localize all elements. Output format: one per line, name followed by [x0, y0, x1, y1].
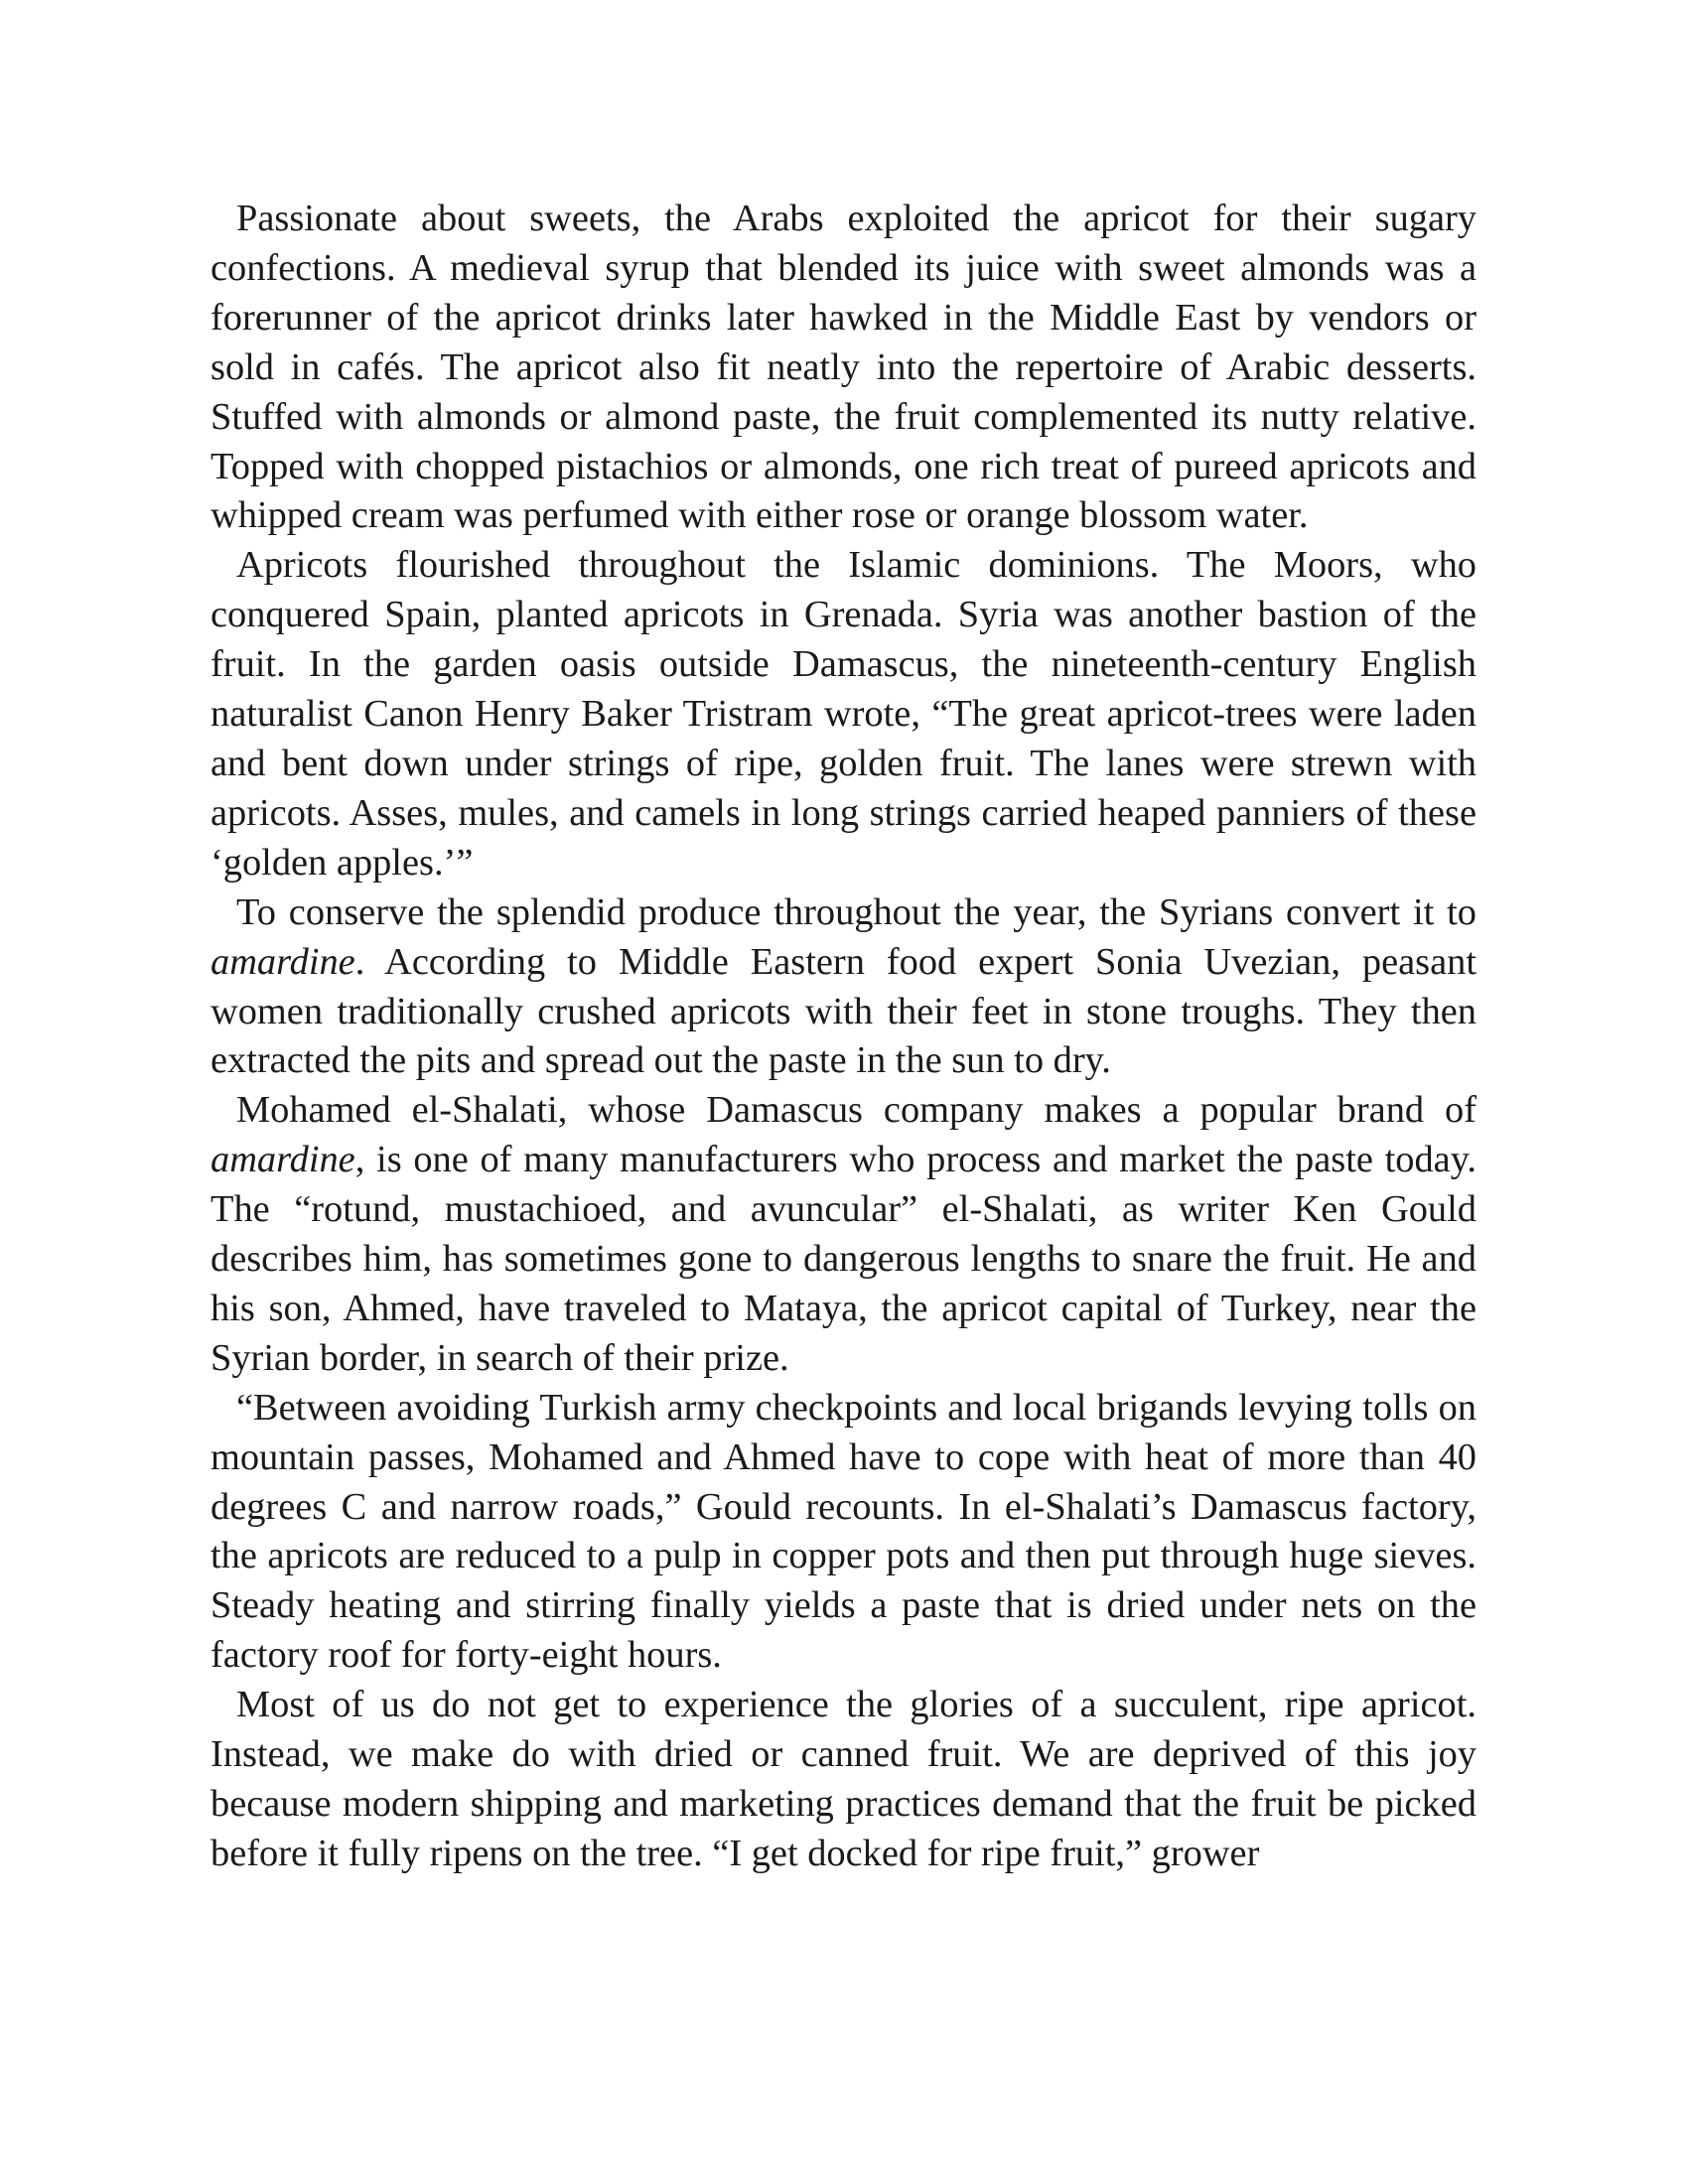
paragraph-text: To conserve the splendid produce throughout the year, the Syrians convert it to	[236, 890, 1477, 933]
paragraph-text: Mohamed el-Shalati, whose Damascus company makes a popular brand of	[236, 1089, 1477, 1132]
italic-term: amardine	[211, 1139, 355, 1181]
paragraph-6	[211, 1681, 1477, 1879]
paragraph-3	[211, 888, 1477, 1087]
paragraph-5	[211, 1384, 1477, 1681]
page-body	[211, 195, 1477, 1879]
paragraph-text: , is one of many manufacturers who process and market the paste today. The “rotund, mustachioed, and avuncular” el-Shalati, as writer Ken Gould describes him, has sometimes gone to dangerous lengths to snare the fruit. He and his son, Ahmed, have traveled to Mataya, the apricot capital of Turkey, near the Syrian border, in search of their prize.	[211, 1139, 1477, 1379]
paragraph-4	[211, 1086, 1477, 1383]
paragraph-text: “Between avoiding Turkish army checkpoints and local brigands levying tolls on mountain passes, Mohamed and Ahmed have to cope with heat of more than 40 degrees C and narrow roads,” Gould recounts. In el-Shalati’s Damascus factory, the apricots are reduced to a pulp in copper pots and then put through huge sieves. Steady heating and stirring finally yields a paste that is dried under nets on the factory roof for forty-eight hours.	[211, 1386, 1477, 1677]
paragraph-2	[211, 541, 1477, 887]
paragraph-text: Apricots flourished throughout the Islamic dominions. The Moors, who conquered Spain, planted apricots in Grenada. Syria was another bastion of the fruit. In the garden oasis outside Damascus, the nineteenth-century English naturalist Canon Henry Baker Tristram wrote, “The great apricot-trees were laden and bent down under strings of ripe, golden fruit. The lanes were strewn with apricots. Asses, mules, and camels in long strings carried heaped panniers of these ‘golden apples.’”	[211, 544, 1477, 884]
paragraph-text: . According to Middle Eastern food expert Sonia Uvezian, peasant women traditionally crushed apricots with their feet in stone troughs. They then extracted the pits and spread out the paste in the sun to dry.	[211, 940, 1477, 1082]
italic-term: amardine	[211, 940, 355, 983]
paragraph-text: Most of us do not get to experience the glories of a succulent, ripe apricot. Instead, we make do with dried or canned fruit. We are deprived of this joy because modern shipping and marketing practices demand that the fruit be picked before it fully ripens on the tree. “I get docked for ripe fruit,” grower	[211, 1684, 1477, 1874]
paragraph-text: Passionate about sweets, the Arabs exploited the apricot for their sugary confections. A medieval syrup that blended its juice with sweet almonds was a forerunner of the apricot drinks later hawked in the Middle East by vendors or sold in cafés. The apricot also fit neatly into the repertoire of Arabic desserts. Stuffed with almonds or almond paste, the fruit complemented its nutty relative. Topped with chopped pistachios or almonds, one rich treat of pureed apricots and whipped cream was perfumed with either rose or orange blossom water.	[211, 198, 1477, 537]
paragraph-1	[211, 195, 1477, 541]
